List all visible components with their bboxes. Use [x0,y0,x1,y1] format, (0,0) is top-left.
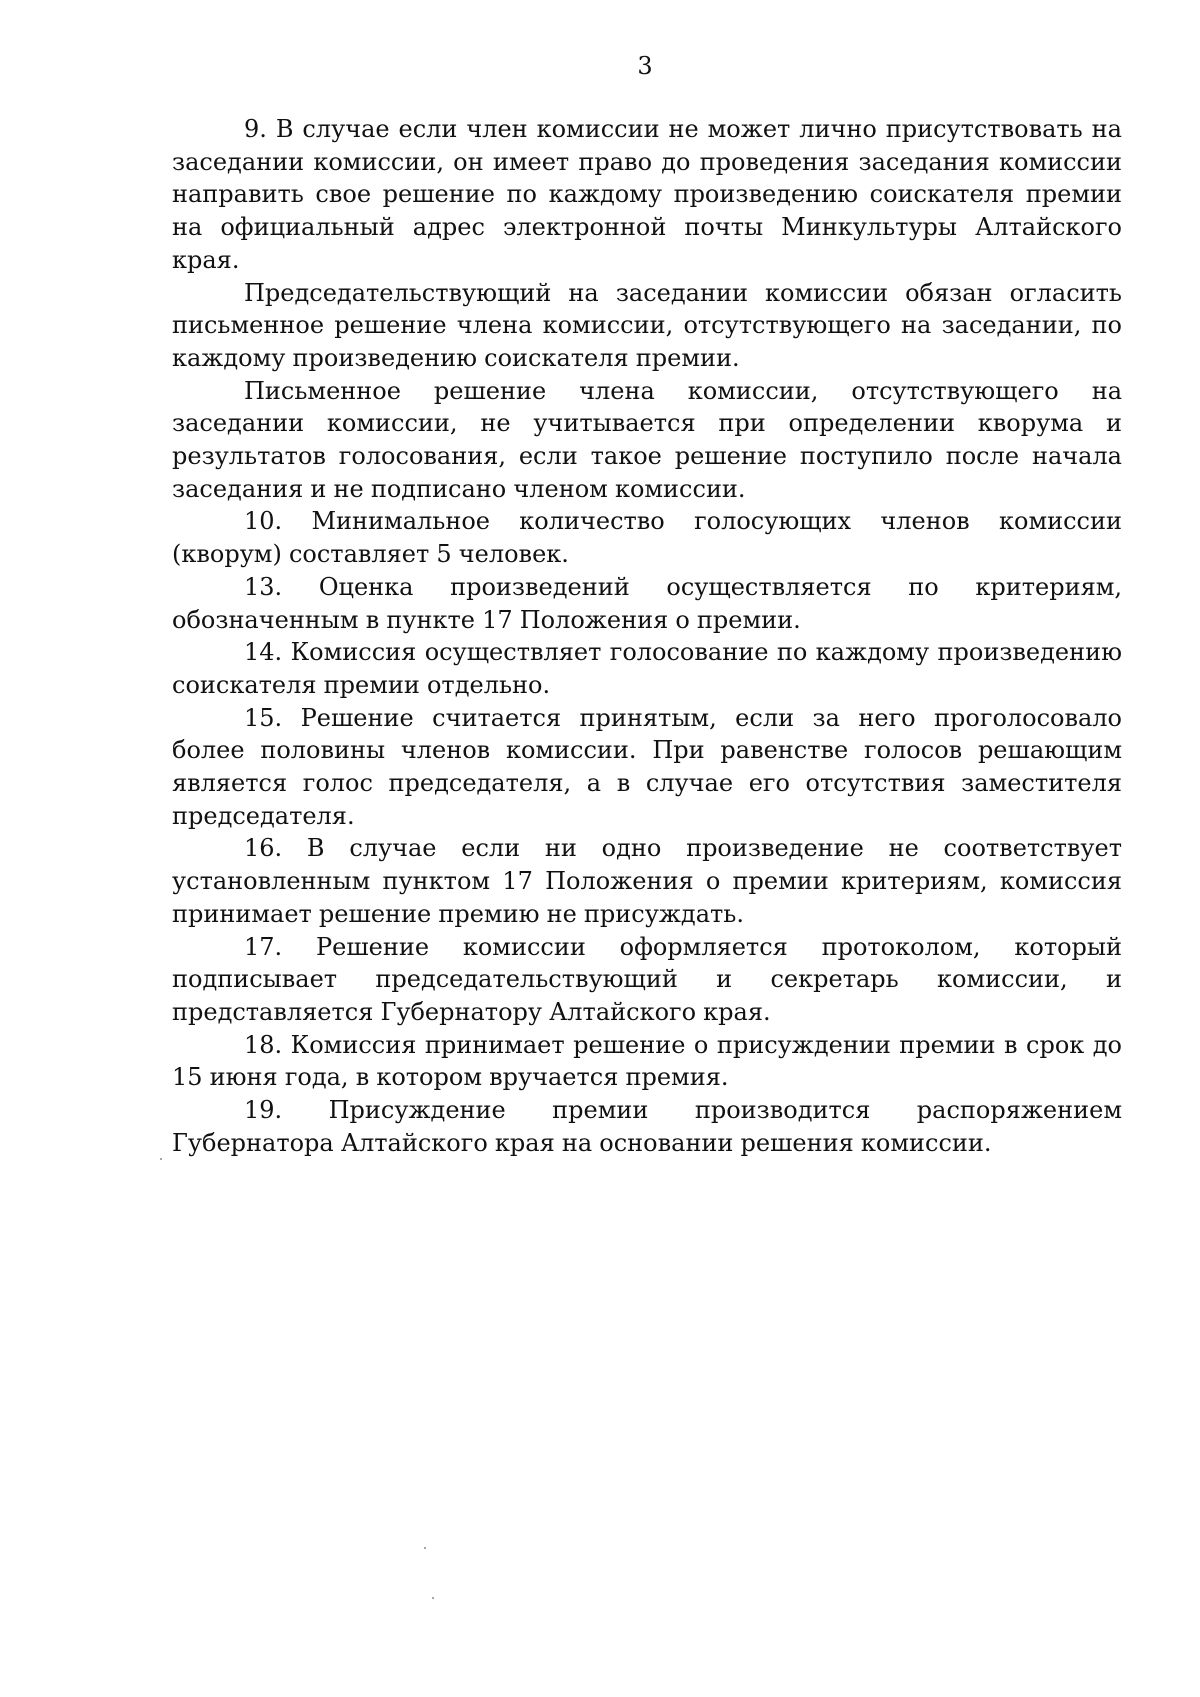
document-body [172,113,1122,1160]
paragraph-18: 18. Комиссия принимает решение о присуждении премии в срок до 15 июня года, в котором вручается премия. [172,1030,1122,1092]
paragraph-10: 10. Минимальное количество голосующих членов комиссии (кворум) составляет 5 человек. [172,507,1122,569]
paragraph-chair-announcement: Председательствующий на заседании комиссии обязан огласить письменное решение члена комиссии, отсутствующего на заседании, по каждому произведению соискателя премии. [172,278,1122,372]
paragraph-14: 14. Комиссия осуществляет голосование по каждому произведению соискателя премии отдельно. [172,638,1122,699]
scan-speck [432,1597,434,1599]
page-number: 3 [637,52,653,80]
paragraph-13: 13. Оценка произведений осуществляется по критериям, обозначенным в пункте 17 Положения о премии. [172,572,1122,634]
paragraph-15: 15. Решение считается принятым, если за него проголосовало более половины членов комиссии. При равенстве голосов решающим является голос председателя, а в случае его отсутствия заместителя председателя. [172,703,1122,830]
paragraph-17: 17. Решение комиссии оформляется протоколом, который подписывает председательствующий и секретарь комиссии, и представляется Губернатору Алтайского края. [172,932,1122,1026]
paragraph-written-decision: Письменное решение члена комиссии, отсутствующего на заседании комиссии, не учитывается при определении кворума и результатов голосования, если такое решение поступило после начала заседания и не подписано членом комиссии. [172,376,1122,503]
paragraph-16: 16. В случае если ни одно произведение не соответствует установленным пунктом 17 Положения о премии критериям, комиссия принимает решение премию не присуждать. [172,834,1122,928]
scan-speck [424,1547,426,1549]
paragraph-9: 9. В случае если член комиссии не может лично присутствовать на заседании комиссии, он имеет право до проведения заседания комиссии направить свое решение по каждому произведению соискателя премии на официальный адрес электронной почты Минкультуры Алтайского края. [172,115,1122,274]
paragraph-19: 19. Присуждение премии производится распоряжением Губернатора Алтайского края на основании решения комиссии. [172,1096,1122,1157]
scan-speck [160,1158,162,1160]
